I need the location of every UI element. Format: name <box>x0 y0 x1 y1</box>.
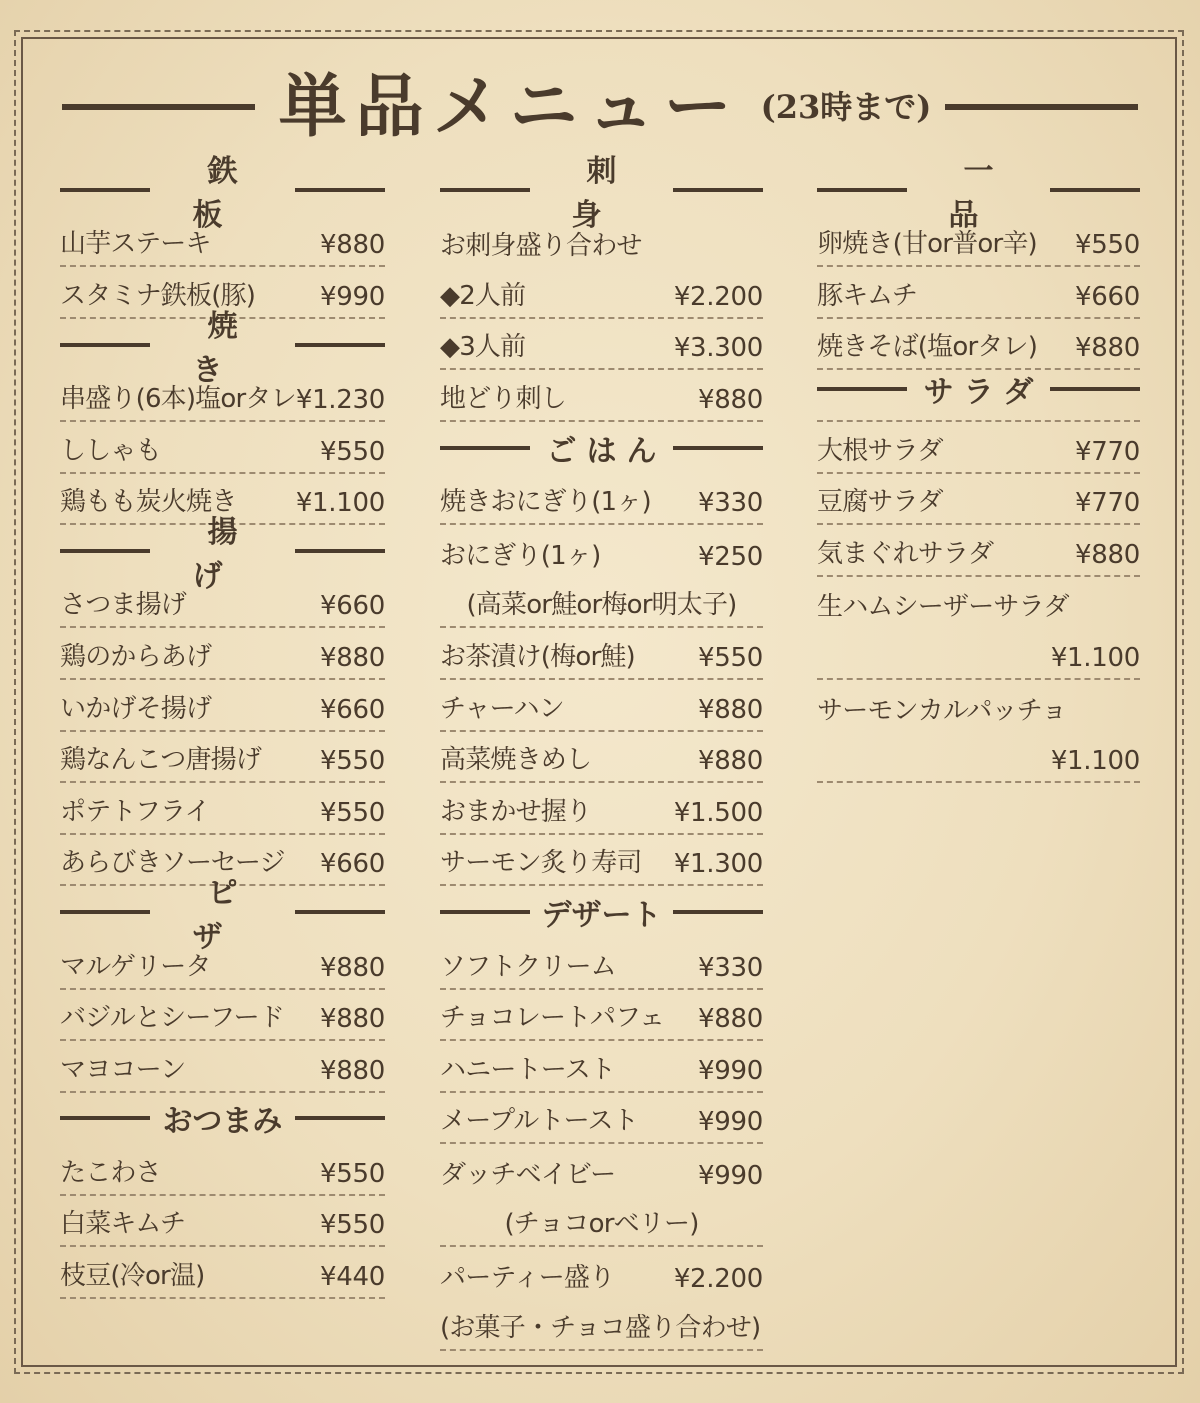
menu-item <box>60 732 385 784</box>
item-name: バジルとシーフード <box>60 1003 285 1034</box>
item-name: ダッチベイビー <box>440 1159 616 1190</box>
menu-column-left <box>60 153 386 1299</box>
item-name: あらびきソーセージ <box>60 848 285 879</box>
item-price: ¥2.200 <box>673 1264 763 1295</box>
item-name: ししゃも <box>60 435 161 466</box>
item-price: ¥880 <box>320 1004 385 1035</box>
item-price: ¥990 <box>698 1055 763 1086</box>
section-heading-age <box>60 514 385 594</box>
menu-item <box>60 370 385 422</box>
item-name: マヨコーン <box>60 1054 186 1085</box>
item-price: ¥880 <box>698 694 763 725</box>
item-price: ¥990 <box>698 1160 763 1191</box>
item-name: サーモン炙り寿司 <box>440 848 642 879</box>
menu-item <box>817 577 1140 629</box>
item-name: たこわさ <box>60 1157 161 1188</box>
section-heading-text: 鉄板 <box>192 153 268 233</box>
section-heading-dessert <box>440 886 763 938</box>
menu-column-right <box>817 153 1140 783</box>
item-name: 白菜キムチ <box>60 1209 186 1240</box>
item-name: 鶏なんこつ唐揚げ <box>60 745 262 776</box>
menu-item <box>440 267 763 319</box>
item-name: 卵焼き(甘or普or辛) <box>817 229 1037 260</box>
item-name: ハニートースト <box>440 1054 616 1085</box>
item-price: ¥880 <box>1075 333 1140 364</box>
item-name: マルゲリータ <box>60 951 211 982</box>
item-name: いかげそ揚げ <box>60 693 212 724</box>
item-price: ¥550 <box>320 746 385 777</box>
item-name: 枝豆(冷or温) <box>60 1261 205 1292</box>
menu-item <box>817 474 1140 526</box>
section-heading-gohan <box>440 422 763 474</box>
section-heading-text: 刺身 <box>571 153 647 233</box>
item-price: ¥2.200 <box>673 281 763 312</box>
item-price: ¥660 <box>320 591 385 622</box>
item-price: ¥330 <box>698 952 763 983</box>
item-name: ◆2人前 <box>440 280 526 311</box>
section-heading-text: ごはん <box>546 433 667 469</box>
section-heading-salad <box>817 370 1140 411</box>
item-name: 生ハムシーザーサラダ <box>817 592 1069 623</box>
menu-item <box>440 319 763 371</box>
section-heading-text: 揚げ <box>192 514 268 594</box>
item-price: ¥880 <box>698 746 763 777</box>
item-price: ¥550 <box>698 642 763 673</box>
item-price: ¥1.100 <box>1050 642 1140 673</box>
menu-item <box>60 990 385 1042</box>
section-heading-yaki <box>60 308 385 388</box>
menu-item <box>60 783 385 835</box>
menu-item <box>440 938 763 990</box>
menu-column-middle <box>440 153 763 1351</box>
title-banner <box>62 62 1138 152</box>
menu-item <box>60 422 385 474</box>
menu-item <box>60 628 385 680</box>
menu-item-price-line <box>817 732 1140 784</box>
menu-item <box>817 422 1140 474</box>
menu-item-note <box>440 1196 763 1248</box>
item-name: 串盛り(6本)塩orタレ <box>60 383 296 414</box>
item-name: おにぎり(1ヶ) <box>440 540 601 571</box>
item-price: ¥1.100 <box>1050 746 1140 777</box>
item-name: 鶏のからあげ <box>60 641 212 672</box>
item-price: ¥440 <box>320 1262 385 1293</box>
menu-item <box>440 990 763 1042</box>
item-name: ポテトフライ <box>60 796 210 827</box>
item-name: メープルトースト <box>440 1106 638 1137</box>
item-price: ¥550 <box>320 797 385 828</box>
menu-item <box>817 319 1140 371</box>
section-heading-sashimi <box>440 153 763 233</box>
item-price: ¥250 <box>698 541 763 572</box>
item-name: チョコレートパフェ <box>440 1003 665 1034</box>
section-heading-text: 一品 <box>948 153 1024 233</box>
menu-item-price-line <box>817 628 1140 680</box>
item-price: ¥880 <box>698 384 763 415</box>
item-note: (チョコorベリー) <box>504 1209 699 1240</box>
menu-item <box>817 267 1140 319</box>
item-name: 大根サラダ <box>817 435 943 466</box>
menu-item <box>440 370 763 422</box>
section-heading-text: 焼き <box>192 308 268 388</box>
section-heading-text: ピザ <box>192 876 268 956</box>
item-price: ¥990 <box>320 281 385 312</box>
menu-item <box>817 680 1140 732</box>
item-price: ¥880 <box>320 642 385 673</box>
menu-title-note: (23時まで) <box>760 88 932 126</box>
menu-item <box>817 216 1140 268</box>
item-name: さつま揚げ <box>60 590 187 621</box>
item-price: ¥1.230 <box>295 384 386 415</box>
item-price: ¥990 <box>698 1107 763 1138</box>
menu-item <box>440 1247 763 1299</box>
item-name: 地どり刺し <box>440 383 567 414</box>
section-heading-ippin <box>817 153 1140 233</box>
title-rule-left <box>62 104 255 110</box>
item-name: お茶漬け(梅or鮭) <box>440 641 635 672</box>
item-note: (お菓子・チョコ盛り合わせ) <box>440 1312 761 1343</box>
menu-item <box>440 525 763 577</box>
item-price: ¥550 <box>1075 230 1140 261</box>
item-name: お刺身盛り合わせ <box>440 231 642 262</box>
item-name: 豆腐サラダ <box>817 487 943 518</box>
item-price: ¥550 <box>320 436 385 467</box>
section-heading-otsumami <box>60 1093 385 1145</box>
menu-item <box>440 1144 763 1196</box>
section-heading-pizza <box>60 876 385 956</box>
item-name: 焼きそば(塩orタレ) <box>817 332 1038 363</box>
menu-item <box>817 525 1140 577</box>
item-price: ¥880 <box>1075 539 1140 570</box>
item-name: おまかせ握り <box>440 796 592 827</box>
menu-item <box>60 1041 385 1093</box>
item-name: 鶏もも炭火焼き <box>60 487 237 518</box>
item-name: 山芋ステーキ <box>60 229 211 260</box>
menu-item-note <box>440 1299 763 1351</box>
item-price: ¥660 <box>320 849 385 880</box>
menu-title: 単品メニュー <box>278 67 741 147</box>
item-price: ¥660 <box>320 694 385 725</box>
item-name: サーモンカルパッチョ <box>817 695 1067 726</box>
menu-item <box>60 1196 385 1248</box>
item-price: ¥880 <box>320 230 385 261</box>
item-price: ¥3.300 <box>673 333 763 364</box>
item-name: 高菜焼きめし <box>440 745 592 776</box>
item-price: ¥770 <box>1075 488 1140 519</box>
item-name: 豚キムチ <box>817 280 918 311</box>
menu-item <box>440 680 763 732</box>
section-heading-text: おつまみ <box>162 1104 283 1140</box>
item-price: ¥550 <box>320 1210 385 1241</box>
section-heading-text: デザート <box>541 898 662 934</box>
item-price: ¥550 <box>320 1158 385 1189</box>
item-price: ¥330 <box>698 488 763 519</box>
item-name: 焼きおにぎり(1ヶ) <box>440 487 651 518</box>
item-note: (高菜or鮭or梅or明太子) <box>466 590 737 621</box>
section-heading-teppan <box>60 153 385 233</box>
item-price: ¥880 <box>698 1004 763 1035</box>
menu-item <box>440 474 763 526</box>
menu-item <box>440 783 763 835</box>
item-price: ¥880 <box>320 952 385 983</box>
item-price: ¥1.300 <box>673 849 763 880</box>
item-price: ¥660 <box>1075 281 1140 312</box>
item-name: チャーハン <box>440 693 564 724</box>
item-name: 気まぐれサラダ <box>817 538 994 569</box>
section-heading-text: サラダ <box>923 375 1044 411</box>
menu-item-note <box>440 577 763 629</box>
item-name: スタミナ鉄板(豚) <box>60 280 256 311</box>
item-price: ¥770 <box>1075 436 1140 467</box>
item-name: ソフトクリーム <box>440 951 616 982</box>
menu-item <box>440 1093 763 1145</box>
item-name: パーティー盛り <box>440 1263 615 1294</box>
title-rule-right <box>945 104 1138 110</box>
item-price: ¥1.500 <box>673 797 763 828</box>
menu-item <box>60 1247 385 1299</box>
menu-item <box>60 680 385 732</box>
menu-item <box>440 1041 763 1093</box>
item-price: ¥880 <box>320 1055 385 1086</box>
item-name: ◆3人前 <box>440 332 526 363</box>
item-price: ¥1.100 <box>295 488 385 519</box>
menu-item <box>60 1144 385 1196</box>
menu-item <box>440 732 763 784</box>
menu-item <box>440 628 763 680</box>
menu-item <box>440 835 763 887</box>
